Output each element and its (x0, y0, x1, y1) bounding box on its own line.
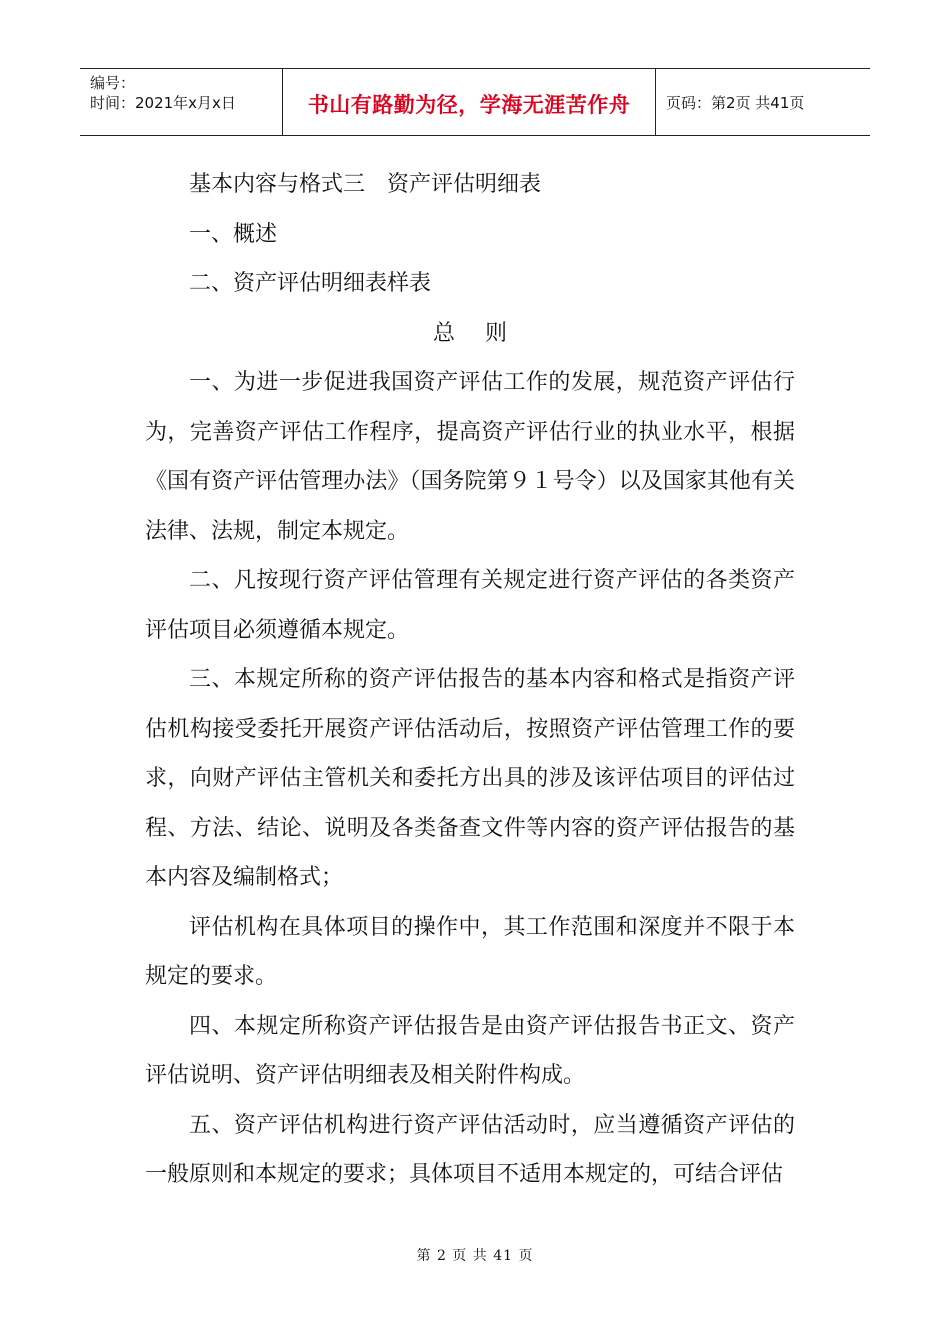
section-title: 基本内容与格式三 资产评估明细表 (189, 172, 542, 197)
header-page-info-cell (656, 69, 870, 135)
header-page-info: 页码：第2页 共41页 (666, 93, 805, 112)
paragraph: 三、本规定所称的资产评估报告的基本内容和格式是指资产评估机构接受委托开展资产评估活动后，按照资产评估管理工作的要求，向财产评估主管机关和委托方出具的涉及该评估项目的评估过程、方法、结论、说明及各类备查文件等内容的资产评估报告的基本内容及编制格式； (145, 667, 795, 890)
document-body (145, 160, 795, 1200)
page-header (80, 68, 870, 136)
heading-general-provisions: 总则 (432, 320, 537, 346)
page-footer: 第 2 页 共 41 页 (416, 1248, 534, 1264)
heading-sample-table: 二、资产评估明细表样表 (189, 271, 432, 296)
paragraph: 评估机构在具体项目的操作中，其工作范围和深度并不限于本规定的要求。 (145, 914, 795, 989)
document-date: 时间：2021年x月x日 (90, 94, 236, 112)
header-meta (80, 69, 283, 135)
paragraph: 四、本规定所称资产评估报告是由资产评估报告书正文、资产评估说明、资产评估明细表及相关附件构成。 (145, 1013, 795, 1088)
paragraph: 一、为进一步促进我国资产评估工作的发展，规范资产评估行为，完善资产评估工作程序，提高资产评估行业的执业水平，根据《国有资产评估管理办法》（国务院第９１号令）以及国家其他有关法律、法规，制定本规定。 (145, 370, 795, 544)
heading-overview: 一、概述 (189, 221, 278, 247)
header-motto: 书山有路勤为径，学海无涯苦作舟 (307, 93, 631, 117)
document-number-label: 编号： (90, 74, 136, 92)
paragraph: 五、资产评估机构进行资产评估活动时，应当遵循资产评估的一般原则和本规定的要求；具体项目不适用本规定的，可结合评估 (145, 1112, 795, 1187)
paragraph: 二、凡按现行资产评估管理有关规定进行资产评估的各类资产评估项目必须遵循本规定。 (145, 568, 795, 643)
header-motto-cell (283, 69, 656, 135)
